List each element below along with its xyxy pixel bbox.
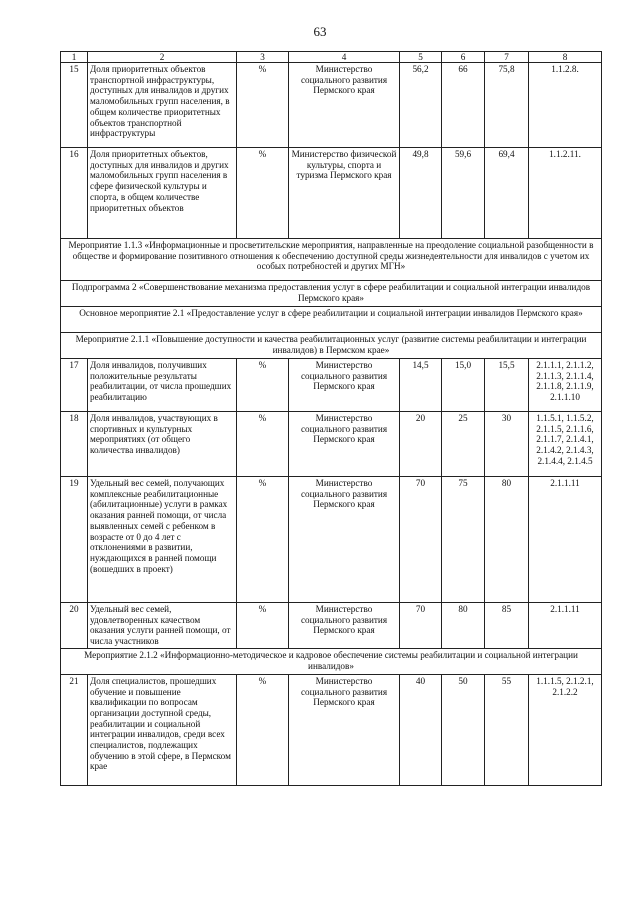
header-cell: 8 <box>529 52 602 63</box>
responsible-ministry: Министерство социального развития Пермского края <box>289 359 400 412</box>
activity-references: 2.1.1.1, 2.1.1.2, 2.1.1.3, 2.1.1.4, 2.1.1.8, 2.1.1.9, 2.1.1.10 <box>529 359 602 412</box>
value-col6: 15,0 <box>442 359 485 412</box>
value-col5: 70 <box>400 477 442 603</box>
responsible-ministry: Министерство социального развития Пермского края <box>289 603 400 649</box>
row-number: 19 <box>61 477 88 603</box>
row-number: 18 <box>61 412 88 477</box>
unit: % <box>237 477 289 603</box>
unit: % <box>237 603 289 649</box>
value-col6: 80 <box>442 603 485 649</box>
section-row <box>61 648 602 674</box>
row-number: 17 <box>61 359 88 412</box>
value-col6: 25 <box>442 412 485 477</box>
section-row <box>61 239 602 281</box>
indicator-row <box>61 603 602 649</box>
section-title: Основное мероприятие 2.1 «Предоставление услуг в сфере реабилитации и социальной интеграции инвалидов Пермского края» <box>61 307 602 333</box>
value-col6: 59,6 <box>442 148 485 239</box>
activity-references: 2.1.1.11 <box>529 603 602 649</box>
value-col6: 50 <box>442 674 485 785</box>
unit: % <box>237 359 289 412</box>
table-body <box>61 52 602 786</box>
header-row <box>61 52 602 63</box>
section-title: Мероприятие 2.1.1 «Повышение доступности и качества реабилитационных услуг (развитие системы реабилитации и интеграции инвалидов) в Пермском крае» <box>61 333 602 359</box>
value-col5: 70 <box>400 603 442 649</box>
value-col7: 55 <box>485 674 529 785</box>
row-number: 15 <box>61 63 88 148</box>
section-title: Мероприятие 1.1.3 «Информационные и просветительские мероприятия, направленные на преодоление социальной разобщенности в обществе и формирование позитивного отношения к обеспечению доступной среды жизнедеятельности для инвалидов с учетом их особых потребностей и других МГН» <box>61 239 602 281</box>
header-cell: 5 <box>400 52 442 63</box>
indicator-name: Доля приоритетных объектов транспортной инфраструктуры, доступных для инвалидов и других маломобильных групп населения, в общем количестве приоритетных объектов транспортной инфраструктуры <box>88 63 237 148</box>
activity-references: 2.1.1.11 <box>529 477 602 603</box>
indicator-row <box>61 674 602 785</box>
responsible-ministry: Министерство социального развития Пермского края <box>289 674 400 785</box>
value-col7: 75,8 <box>485 63 529 148</box>
value-col7: 80 <box>485 477 529 603</box>
value-col7: 30 <box>485 412 529 477</box>
value-col7: 69,4 <box>485 148 529 239</box>
responsible-ministry: Министерство социального развития Пермского края <box>289 412 400 477</box>
value-col5: 14,5 <box>400 359 442 412</box>
header-cell: 4 <box>289 52 400 63</box>
responsible-ministry: Министерство социального развития Пермского края <box>289 63 400 148</box>
page-number: 63 <box>313 24 327 39</box>
indicator-name: Доля инвалидов, получивших положительные результаты реабилитации, от числа прошедших реабилитацию <box>88 359 237 412</box>
value-col5: 20 <box>400 412 442 477</box>
value-col6: 75 <box>442 477 485 603</box>
row-number: 16 <box>61 148 88 239</box>
header-cell: 7 <box>485 52 529 63</box>
unit: % <box>237 148 289 239</box>
value-col5: 40 <box>400 674 442 785</box>
header-cell: 1 <box>61 52 88 63</box>
unit: % <box>237 412 289 477</box>
indicator-name: Доля приоритетных объектов, доступных для инвалидов и других маломобильных групп населения в сфере физической культуры и спорта, в общем количестве приоритетных объектов <box>88 148 237 239</box>
section-row <box>61 307 602 333</box>
indicator-name: Доля инвалидов, участвующих в спортивных и культурных мероприятиях (от общего количества инвалидов) <box>88 412 237 477</box>
activity-references: 1.1.1.5, 2.1.2.1, 2.1.2.2 <box>529 674 602 785</box>
section-title: Подпрограмма 2 «Совершенствование механизма предоставления услуг в сфере реабилитации и социальной интеграции инвалидов Пермского края» <box>61 281 602 307</box>
section-title: Мероприятие 2.1.2 «Информационно-методическое и кадровое обеспечение системы реабилитации и социальной интеграции инвалидов» <box>61 648 602 674</box>
responsible-ministry: Министерство социального развития Пермского края <box>289 477 400 603</box>
indicator-row <box>61 412 602 477</box>
header-cell: 3 <box>237 52 289 63</box>
section-row <box>61 333 602 359</box>
value-col6: 66 <box>442 63 485 148</box>
activity-references: 1.1.2.11. <box>529 148 602 239</box>
indicator-row <box>61 63 602 148</box>
indicators-table <box>60 51 602 786</box>
activity-references: 1.1.2.8. <box>529 63 602 148</box>
indicator-row <box>61 359 602 412</box>
value-col5: 49,8 <box>400 148 442 239</box>
header-cell: 6 <box>442 52 485 63</box>
indicator-row <box>61 477 602 603</box>
header-cell: 2 <box>88 52 237 63</box>
unit: % <box>237 63 289 148</box>
indicator-name: Удельный вес семей, удовлетворенных качеством оказания услуги ранней помощи, от числа участников <box>88 603 237 649</box>
responsible-ministry: Министерство физической культуры, спорта и туризма Пермского края <box>289 148 400 239</box>
row-number: 20 <box>61 603 88 649</box>
activity-references: 1.1.5.1, 1.1.5.2, 2.1.1.5, 2.1.1.6, 2.1.1.7, 2.1.4.1, 2.1.4.2, 2.1.4.3, 2.1.4.4, 2.1.4.5 <box>529 412 602 477</box>
unit: % <box>237 674 289 785</box>
value-col5: 56,2 <box>400 63 442 148</box>
indicator-name: Удельный вес семей, получающих комплексные реабилитационные (абилитационные) услуги в рамках оказания ранней помощи, от числа выявленных семей с ребенком в возрасте от 0 до 4 лет с отклонениями в развитии, нуждающихся в ранней помощи (вошедших в проект) <box>88 477 237 603</box>
value-col7: 15,5 <box>485 359 529 412</box>
section-row <box>61 281 602 307</box>
row-number: 21 <box>61 674 88 785</box>
value-col7: 85 <box>485 603 529 649</box>
indicator-row <box>61 148 602 239</box>
indicator-name: Доля специалистов, прошедших обучение и повышение квалификации по вопросам организации доступной среды, реабилитации и социальной интеграции инвалидов, среди всех специалистов, подлежащих обучению в этой сфере, в Пермском крае <box>88 674 237 785</box>
